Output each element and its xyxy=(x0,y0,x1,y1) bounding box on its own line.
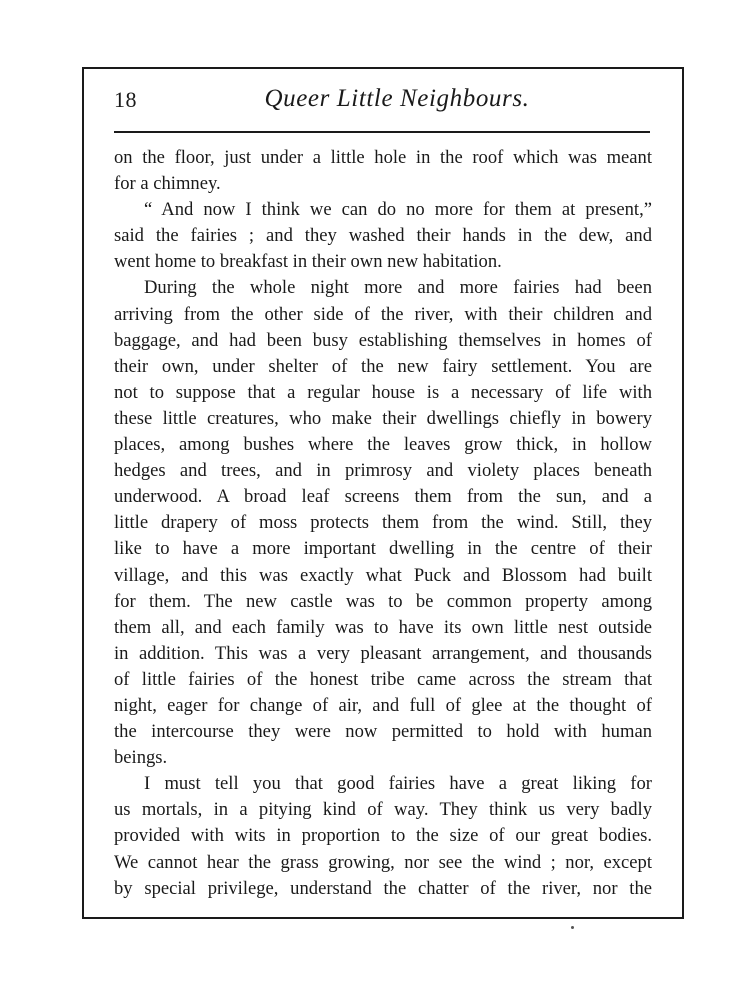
text-line: them all, and each family was to have its own little nest outside xyxy=(114,616,652,638)
text-line: During the whole night more and more fairies had been xyxy=(144,277,652,299)
text-line: on the floor, just under a little hole in the roof which was meant xyxy=(114,147,652,168)
body-text xyxy=(114,145,652,902)
text-line: night, eager for change of air, and full of glee at the thought of xyxy=(114,694,652,716)
text-line: their own, under shelter of the new fairy settlement. You are xyxy=(114,355,652,377)
text-line: for a chimney. xyxy=(114,173,221,195)
text-line: I must tell you that good fairies have a great liking for xyxy=(144,773,652,795)
header-rule xyxy=(114,131,650,133)
text-line: in addition. This was a very pleasant arrangement, and thousands xyxy=(114,642,652,664)
text-line: village, and this was exactly what Puck and Blossom had built xyxy=(114,564,652,586)
text-line: places, among bushes where the leaves grow thick, in hollow xyxy=(114,434,652,456)
running-title: Queer Little Neighbours. xyxy=(264,85,530,112)
text-line: these little creatures, who make their dwellings chiefly in bowery xyxy=(114,407,652,429)
ink-speck xyxy=(571,926,574,929)
page-header xyxy=(114,83,650,123)
text-line: for them. The new castle was to be common property among xyxy=(114,590,652,612)
text-line: underwood. A broad leaf screens them from the sun, and a xyxy=(114,486,652,508)
page-number: 18 xyxy=(114,87,137,112)
text-line: baggage, and had been busy establishing themselves in homes of xyxy=(114,329,652,351)
text-line: We cannot hear the grass growing, nor see the wind ; nor, except xyxy=(114,851,652,873)
text-line: hedges and trees, and in primrosy and violety places beneath xyxy=(114,460,652,482)
text-line: little drapery of moss protects them from the wind. Still, they xyxy=(114,512,652,534)
text-line: beings. xyxy=(114,747,168,769)
text-line: said the fairies ; and they washed their hands in the dew, and xyxy=(114,225,652,247)
text-line: arriving from the other side of the river, with their children and xyxy=(114,303,652,325)
text-line: “ And now I think we can do no more for them at present,” xyxy=(144,199,652,221)
text-line: us mortals, in a pitying kind of way. They think us very badly xyxy=(114,799,652,821)
text-line: provided with wits in proportion to the size of our great bodies. xyxy=(114,825,652,847)
text-line: not to suppose that a regular house is a necessary of life with xyxy=(114,381,652,403)
text-line: like to have a more important dwelling in the centre of their xyxy=(114,538,652,560)
text-line: went home to breakfast in their own new habitation. xyxy=(114,251,502,273)
text-line: of little fairies of the honest tribe came across the stream that xyxy=(114,668,652,690)
text-line: the intercourse they were now permitted to hold with human xyxy=(114,721,652,743)
text-line: by special privilege, understand the chatter of the river, nor the xyxy=(114,877,652,899)
